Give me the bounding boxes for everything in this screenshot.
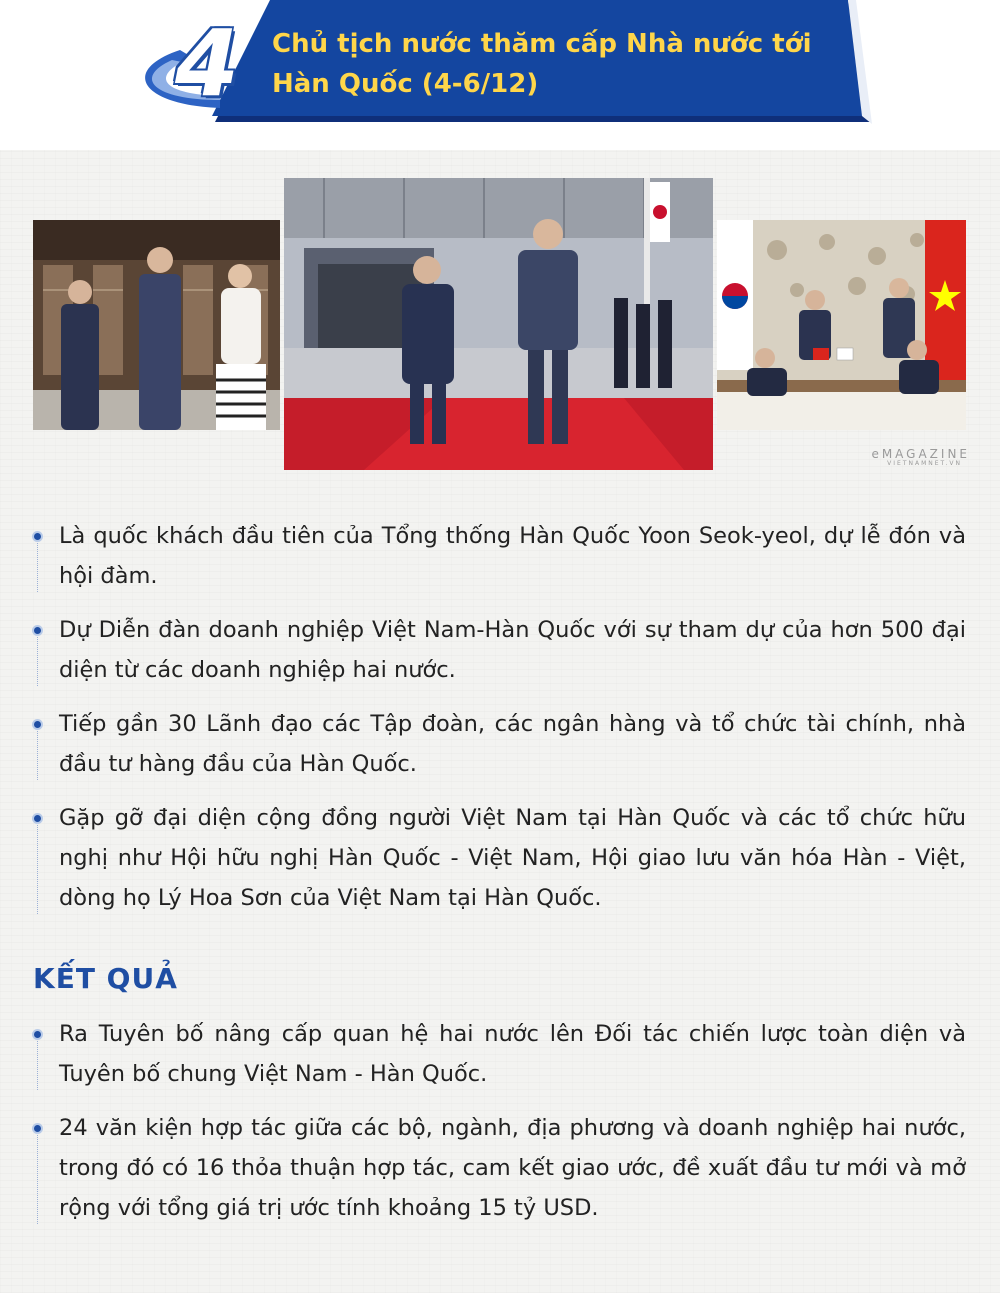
bullet-connector (37, 637, 38, 686)
bullet-connector (37, 543, 38, 592)
bullet-icon (32, 813, 43, 824)
list-item-text: Là quốc khách đầu tiên của Tổng thống Hàn Quốc Yoon Seok-yeol, dự lễ đón và hội đàm. (59, 523, 966, 589)
list-item-text: Dự Diễn đàn doanh nghiệp Việt Nam-Hàn Quốc với sự tham dự của hơn 500 đại diện từ các doanh nghiệp hai nước. (59, 617, 966, 683)
bullet-icon (32, 1029, 43, 1040)
list-item (32, 704, 966, 784)
list-item (32, 1014, 966, 1094)
watermark-sub: VIETNAMNET.VN (887, 460, 962, 467)
bullet-icon (32, 1123, 43, 1134)
watermark-main: eMAGAZINE (871, 447, 970, 461)
bullet-connector (37, 1041, 38, 1090)
list-item (32, 1108, 966, 1228)
bullet-icon (32, 719, 43, 730)
bullet-connector (37, 825, 38, 914)
section-title (272, 24, 832, 104)
list-item-text: Tiếp gần 30 Lãnh đạo các Tập đoàn, các ngân hàng và tổ chức tài chính, nhà đầu tư hàng đầu của Hàn Quốc. (59, 711, 966, 777)
section-number: 4 (174, 10, 239, 117)
activities-list (32, 516, 966, 932)
results-list (32, 1014, 966, 1242)
document-signing-photo (717, 220, 966, 430)
section-title-line-2: Hàn Quốc (4-6/12) (272, 69, 539, 99)
watermark (830, 447, 970, 467)
bullet-icon (32, 531, 43, 542)
group-portrait-photo (33, 220, 280, 430)
results-heading: KẾT QUẢ (33, 962, 178, 995)
bullet-connector (37, 731, 38, 780)
red-carpet-welcome-photo (284, 178, 713, 470)
list-item (32, 516, 966, 596)
list-item-text: 24 văn kiện hợp tác giữa các bộ, ngành, địa phương và doanh nghiệp hai nước, trong đó có 16 thỏa thuận hợp tác, cam kết giao ước, đề xuất đầu tư mới và mở rộng với tổng giá trị ước tính khoảng 15 tỷ USD. (59, 1115, 966, 1221)
bullet-connector (37, 1135, 38, 1224)
section-title-line-1: Chủ tịch nước thăm cấp Nhà nước tới (272, 29, 812, 59)
list-item-text: Ra Tuyên bố nâng cấp quan hệ hai nước lên Đối tác chiến lược toàn diện và Tuyên bố chung Việt Nam - Hàn Quốc. (59, 1021, 966, 1087)
list-item (32, 610, 966, 690)
list-item-text: Gặp gỡ đại diện cộng đồng người Việt Nam tại Hàn Quốc và các tổ chức hữu nghị như Hội hữu nghị Hàn Quốc - Việt Nam, Hội giao lưu văn hóa Hàn - Việt, dòng họ Lý Hoa Sơn của Việt Nam tại Hàn Quốc. (59, 805, 966, 911)
list-item (32, 798, 966, 918)
bullet-icon (32, 625, 43, 636)
